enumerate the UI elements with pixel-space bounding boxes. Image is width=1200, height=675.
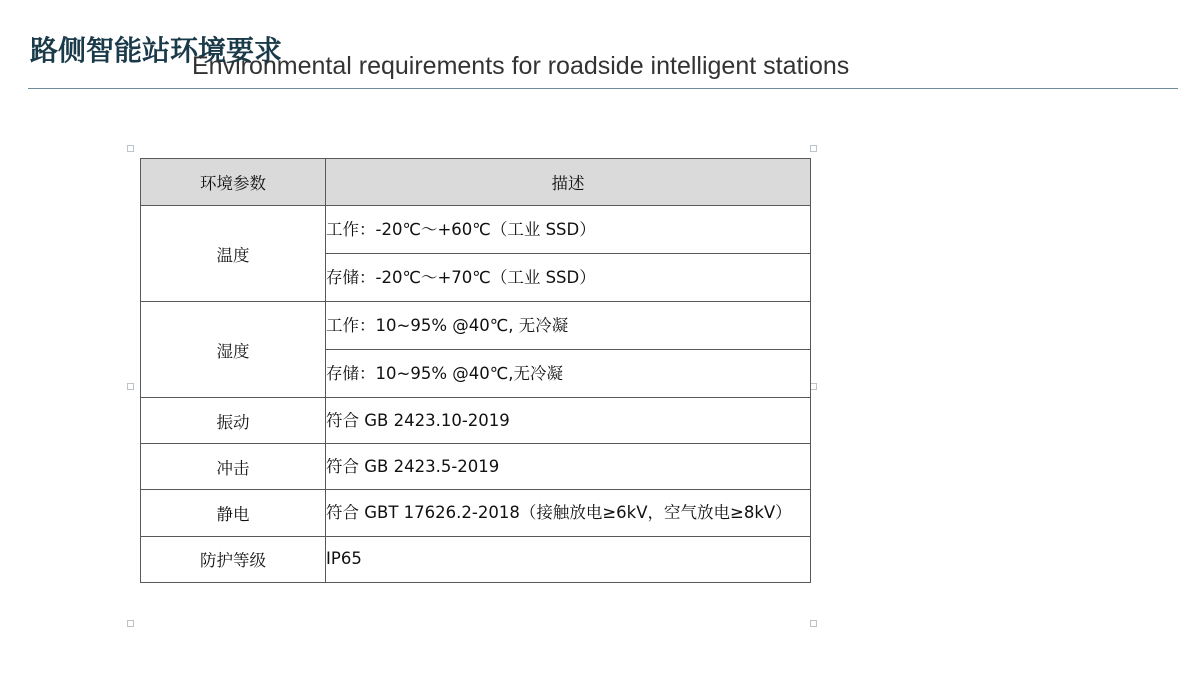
- desc-cell-temperature-operating: 工作：-20℃～+60℃（工业 SSD）: [326, 206, 811, 254]
- table-row: [141, 398, 811, 444]
- title-divider: [28, 88, 1178, 89]
- param-cell-temperature: 温度: [141, 206, 326, 302]
- resize-handle-top-left[interactable]: [127, 145, 134, 152]
- resize-handle-bottom-left[interactable]: [127, 620, 134, 627]
- param-cell-ingress-protection: 防护等级: [141, 536, 326, 582]
- desc-cell-temperature-storage: 存储：-20℃～+70℃（工业 SSD）: [326, 254, 811, 302]
- param-cell-shock: 冲击: [141, 444, 326, 490]
- desc-cell-vibration: 符合 GB 2423.10-2019: [326, 398, 811, 444]
- table-selection-frame[interactable]: [127, 145, 817, 627]
- table-header-row: [141, 159, 811, 206]
- resize-handle-top-right[interactable]: [810, 145, 817, 152]
- table-row: [141, 444, 811, 490]
- param-cell-vibration: 振动: [141, 398, 326, 444]
- resize-handle-middle-right[interactable]: [810, 383, 817, 390]
- table-row: [141, 490, 811, 537]
- resize-handle-middle-left[interactable]: [127, 383, 134, 390]
- page-title-chinese: 路侧智能站环境要求: [30, 34, 283, 67]
- environment-requirements-table: [140, 158, 811, 583]
- param-cell-esd: 静电: [141, 490, 326, 537]
- page-title-english: Environmental requirements for roadside intelligent stations: [192, 52, 850, 80]
- table-row: [141, 536, 811, 582]
- desc-cell-ingress-protection: IP65: [326, 536, 811, 582]
- desc-cell-shock: 符合 GB 2423.5-2019: [326, 444, 811, 490]
- desc-cell-esd: 符合 GBT 17626.2-2018（接触放电≥6kV，空气放电≥8kV）: [326, 490, 811, 537]
- desc-cell-humidity-operating: 工作：10~95% @40℃, 无冷凝: [326, 302, 811, 350]
- resize-handle-bottom-right[interactable]: [810, 620, 817, 627]
- header-cell-description: 描述: [326, 159, 811, 206]
- table-row: [141, 302, 811, 350]
- header-cell-parameter: 环境参数: [141, 159, 326, 206]
- table-row: [141, 206, 811, 254]
- param-cell-humidity: 湿度: [141, 302, 326, 398]
- desc-cell-humidity-storage: 存储：10~95% @40℃,无冷凝: [326, 350, 811, 398]
